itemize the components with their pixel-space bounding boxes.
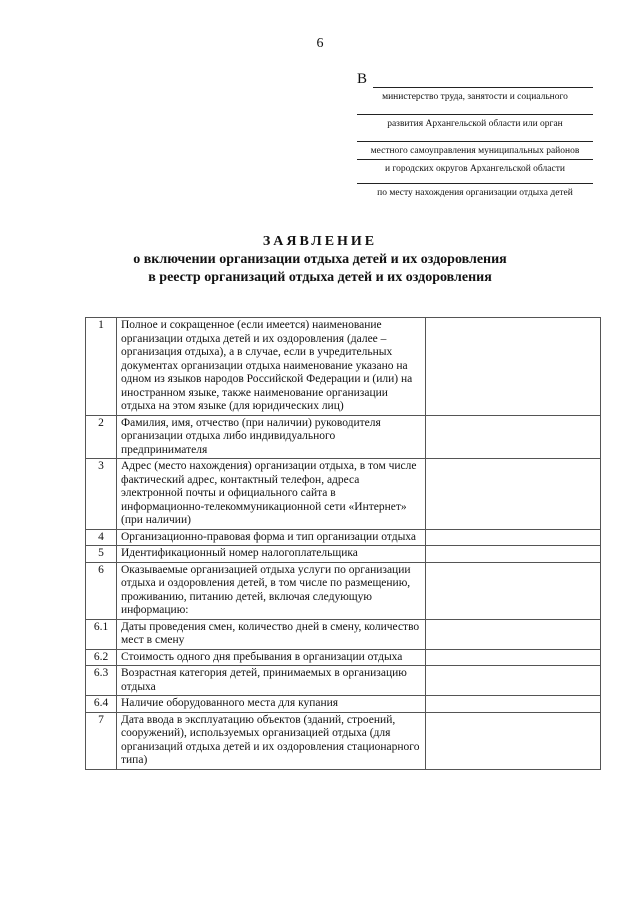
row-value-cell[interactable] — [426, 318, 601, 416]
row-label: Оказываемые организацией отдыха услуги по организации отдыха и оздоровления детей, в том числе по размещению, проживанию, питанию детей, включая следующую информацию: — [117, 562, 426, 619]
table-row — [86, 546, 601, 563]
row-number: 4 — [86, 529, 117, 546]
row-number: 6 — [86, 562, 117, 619]
title-line-2: в реестр организаций отдыха детей и их оздоровления — [148, 270, 492, 285]
row-value-cell[interactable] — [426, 459, 601, 530]
row-label: Стоимость одного дня пребывания в организации отдыха — [117, 649, 426, 666]
row-value-cell[interactable] — [426, 562, 601, 619]
table-row — [86, 666, 601, 696]
title-line-1: о включении организации отдыха детей и их оздоровления — [133, 252, 507, 267]
row-value-cell[interactable] — [426, 666, 601, 696]
table-row — [86, 415, 601, 459]
row-value-cell[interactable] — [426, 649, 601, 666]
addressee-line: и городских округов Архангельской области — [385, 164, 565, 174]
addressee-fill-line — [373, 72, 593, 88]
row-number: 5 — [86, 546, 117, 563]
document-title — [0, 232, 640, 287]
table-row — [86, 696, 601, 713]
row-number: 1 — [86, 318, 117, 416]
row-label: Идентификационный номер налогоплательщика — [117, 546, 426, 563]
table-row — [86, 712, 601, 769]
row-number: 6.1 — [86, 619, 117, 649]
addressee-header — [357, 70, 593, 88]
row-number: 6.2 — [86, 649, 117, 666]
table-row — [86, 619, 601, 649]
row-label: Организационно-правовая форма и тип организации отдыха — [117, 529, 426, 546]
title-main: ЗАЯВЛЕНИЕ — [262, 234, 378, 249]
row-value-cell[interactable] — [426, 529, 601, 546]
page-number: 6 — [316, 36, 324, 51]
row-label: Полное и сокращенное (если имеется) наименование организации отдыха детей и их оздоровления (далее – организация отдыха), а в случае, если в учредительных документах организации отдыха наименование указано на одном из языков народов Российской Федерации и (или) на иностранном языке, также наименование организации отдыха на этом языке (для юридических лиц) — [117, 318, 426, 416]
row-label: Наличие оборудованного места для купания — [117, 696, 426, 713]
row-label: Дата ввода в эксплуатацию объектов (зданий, строений, сооружений), используемых организацией отдыха (для организаций отдыха детей и их оздоровления стационарного типа) — [117, 712, 426, 769]
addressee-line: местного самоуправления муниципальных районов — [370, 146, 580, 156]
row-value-cell[interactable] — [426, 415, 601, 459]
row-number: 7 — [86, 712, 117, 769]
table-row — [86, 562, 601, 619]
table-row — [86, 459, 601, 530]
row-value-cell[interactable] — [426, 546, 601, 563]
table-row — [86, 529, 601, 546]
row-number: 6.4 — [86, 696, 117, 713]
addressee-line: развития Архангельской области или орган — [387, 119, 563, 129]
row-value-cell[interactable] — [426, 619, 601, 649]
row-value-cell[interactable] — [426, 712, 601, 769]
addressee-prefix: В — [357, 71, 368, 87]
row-label: Даты проведения смен, количество дней в смену, количество мест в смену — [117, 619, 426, 649]
row-number: 2 — [86, 415, 117, 459]
addressee-line: по месту нахождения организации отдыха детей — [377, 188, 573, 198]
row-label: Фамилия, имя, отчество (при наличии) руководителя организации отдыха либо индивидуального предпринимателя — [117, 415, 426, 459]
addressee-line: министерство труда, занятости и социального — [382, 92, 568, 102]
addressee-block — [357, 70, 593, 199]
row-label: Возрастная категория детей, принимаемых в организацию отдыха — [117, 666, 426, 696]
row-label: Адрес (место нахождения) организации отдыха, в том числе фактический адрес, контактный телефон, адреса электронной почты и официального сайта в информационно-телекоммуникационной сети «Интернет» (при наличии) — [117, 459, 426, 530]
row-number: 6.3 — [86, 666, 117, 696]
table-row — [86, 318, 601, 416]
row-number: 3 — [86, 459, 117, 530]
application-table — [85, 317, 601, 770]
row-value-cell[interactable] — [426, 696, 601, 713]
table-row — [86, 649, 601, 666]
